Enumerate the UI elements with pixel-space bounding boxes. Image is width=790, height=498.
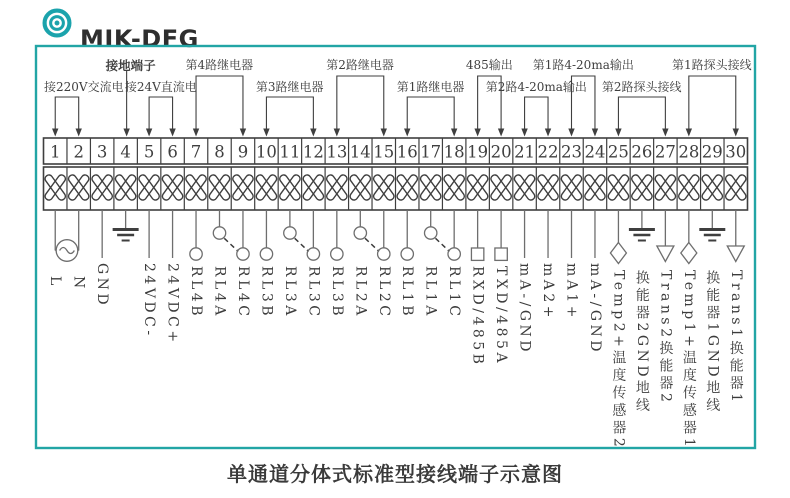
group-bracket: [618, 97, 665, 129]
terminal-label: 24VDC-: [141, 263, 158, 339]
screw-bar: [466, 174, 489, 202]
terminal-number: 26: [631, 142, 653, 162]
arrowhead-icon: [568, 129, 574, 137]
screw-bar: [184, 174, 207, 202]
terminal-number: 17: [420, 142, 442, 162]
arrowhead-icon: [498, 129, 504, 137]
group-label: 第2路继电器: [326, 58, 394, 72]
terminal-number: 23: [561, 142, 582, 162]
terminal-number: 7: [190, 142, 202, 162]
arrowhead-icon: [146, 129, 152, 137]
group-bracket: [149, 97, 172, 129]
relay-common-contact-icon: [354, 227, 366, 239]
relay-common-contact-icon: [213, 227, 225, 239]
terminal-number: 11: [279, 142, 301, 162]
screw-bar: [630, 174, 653, 202]
terminal-label: Temp2+温度传感器2: [610, 270, 627, 451]
screw-terminal-icon: [138, 174, 161, 202]
screw-bar: [677, 174, 700, 202]
screw-bar: [208, 174, 231, 202]
screw-bar: [184, 174, 207, 202]
screw-bar: [161, 174, 184, 202]
terminal-label: N: [70, 276, 87, 292]
screw-bar: [536, 174, 559, 202]
terminal-number: 27: [654, 142, 676, 162]
relay-contact-icon: [307, 248, 319, 260]
arrowhead-icon: [521, 129, 527, 137]
arrowhead-icon: [169, 129, 175, 137]
screw-terminal-icon: [536, 174, 559, 202]
screw-terminal-icon: [302, 174, 325, 202]
screw-bar: [325, 174, 348, 202]
screw-terminal-icon: [443, 174, 466, 202]
terminal-number: 13: [326, 142, 348, 162]
screw-terminal-icon: [231, 174, 254, 202]
screw-bar: [278, 174, 301, 202]
terminal-number: 6: [167, 142, 178, 162]
arrowhead-icon: [310, 129, 316, 137]
screw-bar: [372, 174, 395, 202]
terminal-label: RL3B: [258, 266, 275, 320]
screw-bar: [91, 174, 114, 202]
terminal-label: L: [47, 276, 64, 289]
relay-contact-icon: [401, 248, 413, 260]
screw-bar: [701, 174, 724, 202]
screw-bar: [419, 174, 442, 202]
terminal-label: RL4A: [211, 266, 228, 319]
group-label: 接220V交流电: [44, 80, 124, 94]
screw-terminal-icon: [372, 174, 395, 202]
group-label: 第2路探头接线: [601, 80, 682, 94]
probe-triangle-icon: [657, 246, 674, 262]
screw-bar: [44, 174, 67, 202]
screw-terminal-icon: [278, 174, 301, 202]
group-label: 485输出: [465, 58, 513, 72]
terminal-label: RXD/485B: [469, 266, 486, 368]
screw-bar: [114, 174, 137, 202]
terminal-number: 9: [237, 142, 249, 162]
terminal-label: 换能器2GND地线: [633, 270, 650, 416]
terminal-number: 24: [584, 142, 606, 162]
arrowhead-icon: [334, 129, 340, 137]
terminal-label: TXD/485A: [493, 266, 510, 367]
terminal-label: RL4B: [188, 266, 205, 320]
square-connector-icon: [495, 248, 507, 260]
terminal-label: Trans1换能器1: [727, 270, 744, 406]
screw-bar: [513, 174, 536, 202]
screw-terminal-icon: [419, 174, 442, 202]
terminal-number: 21: [514, 142, 536, 162]
screw-bar: [255, 174, 278, 202]
screw-bar: [583, 174, 606, 202]
probe-diamond-icon: [681, 243, 697, 264]
terminal-label: mA-/GND: [516, 263, 533, 355]
group-bracket: [689, 76, 736, 129]
terminal-label: RL3A: [281, 266, 298, 319]
screw-terminal-icon: [607, 174, 630, 202]
terminal-number: 14: [349, 142, 371, 162]
terminal-number: 29: [701, 142, 723, 162]
screw-terminal-icon: [466, 174, 489, 202]
group-label: 第4路继电器: [185, 58, 254, 72]
relay-contact-icon: [448, 248, 460, 260]
screw-bar: [372, 174, 395, 202]
arrowhead-icon: [193, 129, 199, 137]
screw-terminal-icon: [255, 174, 278, 202]
screw-terminal-icon: [44, 174, 67, 202]
terminal-number: 15: [373, 142, 395, 162]
screw-terminal-icon: [184, 174, 207, 202]
screw-terminal-icon: [630, 174, 653, 202]
screw-bar: [536, 174, 559, 202]
arrowhead-icon: [76, 129, 82, 137]
terminal-number: 25: [607, 142, 629, 162]
screw-bar: [560, 174, 583, 202]
terminal-label: RL3B: [328, 266, 345, 320]
terminal-label: RL1C: [446, 266, 463, 320]
terminal-number: 20: [490, 142, 512, 162]
screw-bar: [67, 174, 90, 202]
arrowhead-icon: [662, 129, 668, 137]
screw-bar: [138, 174, 161, 202]
relay-switch-arm: [365, 238, 379, 251]
terminal-label: RL1B: [399, 266, 416, 320]
screw-bar: [231, 174, 254, 202]
screw-terminal-icon: [396, 174, 419, 202]
screw-bar: [302, 174, 325, 202]
screw-bar: [701, 174, 724, 202]
screw-bar: [654, 174, 677, 202]
relay-contact-icon: [331, 248, 343, 260]
probe-triangle-icon: [727, 246, 744, 262]
screw-bar: [724, 174, 747, 202]
screw-terminal-icon: [513, 174, 536, 202]
terminal-label: Trans2换能器2: [657, 270, 674, 406]
terminal-number: 19: [467, 142, 489, 162]
brand-title: MIK-DFG: [80, 25, 199, 54]
terminal-number: 10: [255, 142, 277, 162]
screw-bar: [490, 174, 513, 202]
terminal-label: 换能器1GND地线: [704, 270, 721, 416]
screw-bar: [654, 174, 677, 202]
terminal-number: 4: [120, 142, 131, 162]
screw-bar: [724, 174, 747, 202]
screw-bar: [607, 174, 630, 202]
arrowhead-icon: [592, 129, 598, 137]
screw-bar: [349, 174, 372, 202]
group-label: 接24V直流电: [124, 80, 197, 94]
terminal-number: 3: [96, 142, 108, 162]
screw-bar: [396, 174, 419, 202]
group-label: 第3路继电器: [255, 80, 324, 94]
relay-contact-icon: [237, 248, 249, 260]
relay-contact-icon: [260, 248, 272, 260]
relay-common-contact-icon: [284, 227, 296, 239]
screw-terminal-icon: [325, 174, 348, 202]
screw-bar: [630, 174, 653, 202]
arrowhead-icon: [474, 129, 480, 137]
relay-switch-arm: [224, 238, 238, 251]
screw-terminal-icon: [91, 174, 114, 202]
screw-bar: [44, 174, 67, 202]
screw-bar: [443, 174, 466, 202]
group-bracket: [525, 97, 548, 129]
terminal-label: Temp1+温度传感器1: [680, 270, 697, 451]
terminal-number: 8: [214, 142, 225, 162]
terminal-label: RL1A: [422, 266, 439, 319]
terminal-label: GND: [94, 263, 111, 309]
terminal-label: RL4C: [234, 266, 251, 320]
screw-bar: [67, 174, 90, 202]
terminal-label: RL2A: [352, 266, 369, 319]
terminal-number: 1: [49, 142, 61, 162]
diagram-caption: 单通道分体式标准型接线端子示意图: [227, 462, 563, 486]
terminal-number: 5: [143, 142, 155, 162]
arrowhead-icon: [686, 129, 692, 137]
arrowhead-icon: [240, 129, 246, 137]
screw-bar: [161, 174, 184, 202]
screw-bar: [325, 174, 348, 202]
arrowhead-icon: [52, 129, 58, 137]
screw-bar: [466, 174, 489, 202]
screw-bar: [443, 174, 466, 202]
relay-contact-icon: [378, 248, 390, 260]
screw-terminal-icon: [349, 174, 372, 202]
screw-bar: [231, 174, 254, 202]
screw-terminal-icon: [677, 174, 700, 202]
screw-bar: [513, 174, 536, 202]
terminal-number: 30: [725, 142, 747, 162]
relay-switch-arm: [436, 238, 450, 251]
screw-bar: [419, 174, 442, 202]
screw-bar: [208, 174, 231, 202]
screw-terminal-icon: [724, 174, 747, 202]
screw-terminal-icon: [490, 174, 513, 202]
screw-bar: [138, 174, 161, 202]
screw-bar: [255, 174, 278, 202]
screw-bar: [396, 174, 419, 202]
ac-sine-glyph: [60, 248, 75, 254]
screw-terminal-icon: [208, 174, 231, 202]
screw-terminal-icon: [67, 174, 90, 202]
screw-bar: [114, 174, 137, 202]
arrowhead-icon: [263, 129, 269, 137]
screw-bar: [583, 174, 606, 202]
group-bracket: [337, 76, 384, 129]
terminal-label: 24VDC+: [164, 263, 181, 346]
group-bracket: [196, 76, 243, 129]
terminal-number: 12: [302, 142, 324, 162]
group-label: 第2路4-20ma输出: [485, 80, 587, 94]
screw-bar: [278, 174, 301, 202]
terminal-number: 18: [443, 142, 465, 162]
relay-common-contact-icon: [425, 227, 437, 239]
screw-terminal-icon: [560, 174, 583, 202]
terminal-number: 28: [678, 142, 700, 162]
screw-terminal-icon: [583, 174, 606, 202]
screw-terminal-icon: [701, 174, 724, 202]
square-connector-icon: [471, 248, 483, 260]
terminal-number: 2: [73, 142, 84, 162]
terminal-number: 22: [537, 142, 559, 162]
arrowhead-icon: [451, 129, 457, 137]
arrowhead-icon: [404, 129, 410, 137]
terminal-label: RL3C: [305, 266, 322, 320]
group-label: 第1路继电器: [396, 80, 465, 94]
screw-bar: [91, 174, 114, 202]
screw-bar: [302, 174, 325, 202]
screw-bar: [607, 174, 630, 202]
arrowhead-icon: [545, 129, 551, 137]
screw-terminal-icon: [161, 174, 184, 202]
screw-terminal-icon: [114, 174, 137, 202]
terminal-number: 16: [396, 142, 418, 162]
group-label: 第1路4-20ma输出: [532, 58, 634, 72]
group-label: 接地端子: [105, 58, 156, 73]
relay-switch-arm: [295, 238, 309, 251]
relay-contact-icon: [190, 248, 202, 260]
arrowhead-icon: [733, 129, 739, 137]
group-bracket: [266, 97, 313, 129]
screw-bar: [490, 174, 513, 202]
terminal-label: RL2C: [375, 266, 392, 320]
screw-terminal-icon: [654, 174, 677, 202]
group-label: 第1路探头接线: [672, 58, 752, 72]
probe-diamond-icon: [610, 243, 626, 264]
arrowhead-icon: [123, 129, 129, 137]
terminal-label: mA2+: [540, 263, 557, 322]
screw-bar: [560, 174, 583, 202]
group-bracket: [407, 97, 454, 129]
terminal-label: mA1+: [563, 263, 580, 322]
screw-bar: [677, 174, 700, 202]
arrowhead-icon: [615, 129, 621, 137]
screw-bar: [349, 174, 372, 202]
terminal-label: mA-/GND: [586, 263, 603, 355]
group-bracket: [55, 97, 78, 129]
arrowhead-icon: [381, 129, 387, 137]
